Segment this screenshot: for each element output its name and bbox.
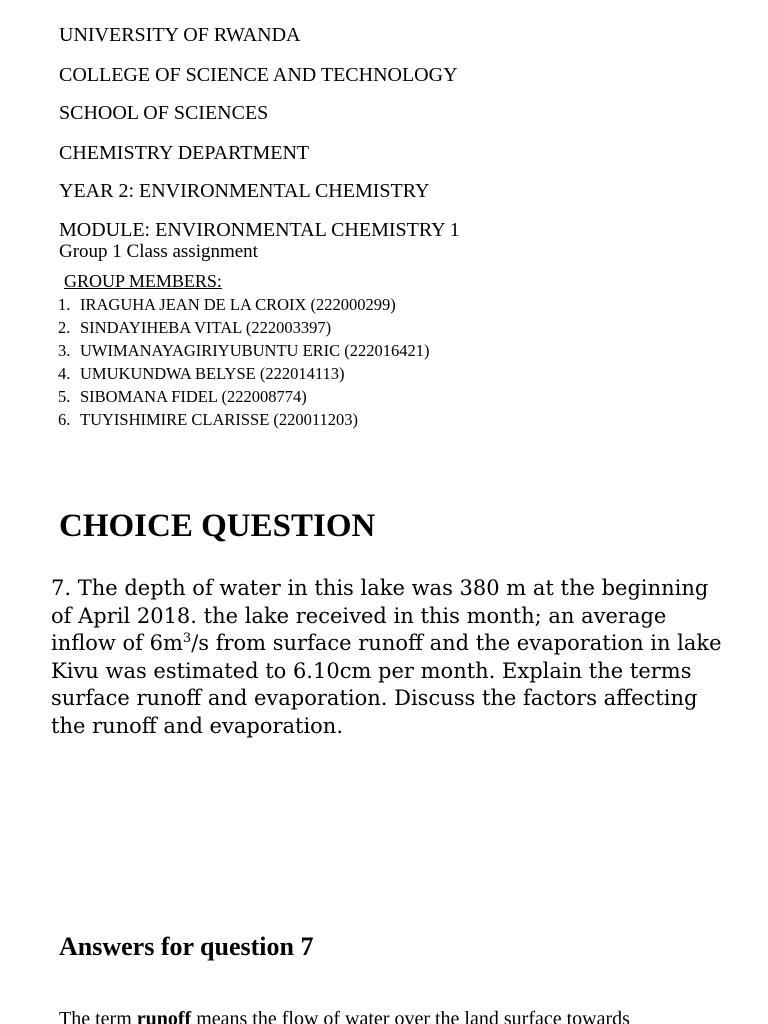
superscript: 3 bbox=[182, 631, 192, 647]
list-number: 2. bbox=[58, 318, 71, 337]
list-item bbox=[58, 317, 430, 340]
department-name: CHEMISTRY DEPARTMENT bbox=[59, 142, 310, 164]
module-line: MODULE: ENVIRONMENTAL CHEMISTRY 1 bbox=[59, 219, 460, 241]
university-name: UNIVERSITY OF RWANDA bbox=[59, 24, 301, 46]
list-number: 3. bbox=[58, 341, 71, 360]
list-item bbox=[58, 363, 430, 386]
question-text-part: 7. The depth of water in this lake was 380 m at the beginning of April 2018. the lake received in this month; an average inflow of 6m bbox=[51, 576, 709, 656]
member-name: UWIMANAYAGIRIYUBUNTU ERIC (222016421) bbox=[80, 341, 430, 360]
year-line: YEAR 2: ENVIRONMENTAL CHEMISTRY bbox=[59, 180, 430, 202]
list-item bbox=[58, 386, 430, 409]
question-text-part: /s from surface runoff and the evaporation in lake Kivu was estimated to 6.10cm per month. Explain the terms surface runoff and evaporation. Discuss the factors affecting the runoff and evaporation. bbox=[51, 631, 722, 738]
group-members-list bbox=[58, 294, 430, 432]
member-name: UMUKUNDWA BELYSE (222014113) bbox=[80, 364, 345, 383]
list-item bbox=[58, 294, 430, 317]
question-text bbox=[51, 575, 731, 741]
member-name: SINDAYIHEBA VITAL (222003397) bbox=[80, 318, 332, 337]
list-item bbox=[58, 340, 430, 363]
answers-title: Answers for question 7 bbox=[59, 932, 314, 961]
group-members-heading: GROUP MEMBERS: bbox=[64, 271, 222, 291]
section-title: CHOICE QUESTION bbox=[59, 508, 376, 544]
list-number: 4. bbox=[58, 364, 71, 383]
answer-text-part: means the flow of water over the land surface towards bbox=[191, 1008, 630, 1024]
bold-term: runoff bbox=[136, 1008, 192, 1024]
college-name: COLLEGE OF SCIENCE AND TECHNOLOGY bbox=[59, 64, 458, 86]
assignment-title: Group 1 Class assignment bbox=[59, 241, 258, 262]
list-item bbox=[58, 409, 430, 432]
list-number: 6. bbox=[58, 410, 71, 429]
list-number: 1. bbox=[58, 295, 71, 314]
member-name: TUYISHIMIRE CLARISSE (220011203) bbox=[80, 410, 359, 429]
answer-text-part: The term bbox=[59, 1008, 137, 1024]
member-name: SIBOMANA FIDEL (222008774) bbox=[80, 387, 307, 406]
member-name: IRAGUHA JEAN DE LA CROIX (222000299) bbox=[80, 295, 396, 314]
school-name: SCHOOL OF SCIENCES bbox=[59, 102, 269, 124]
answer-text bbox=[59, 1007, 630, 1024]
list-number: 5. bbox=[58, 387, 71, 406]
